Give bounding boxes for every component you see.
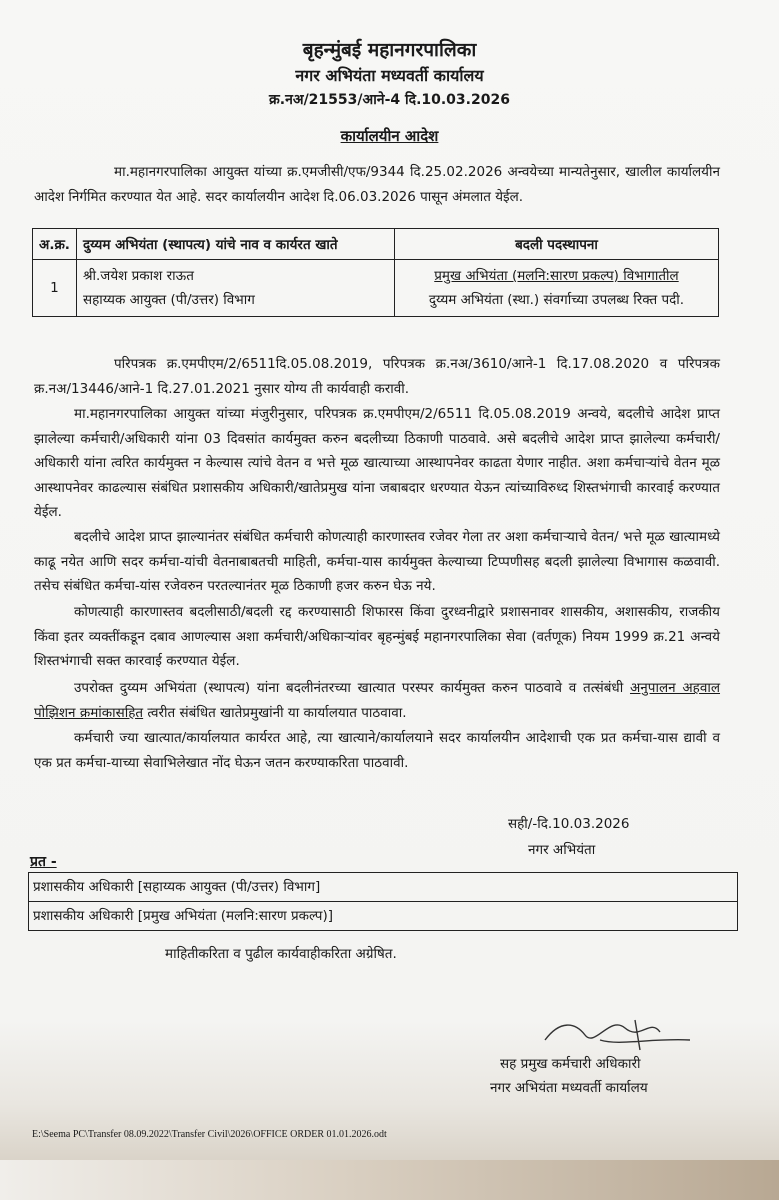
signatory-designation: नगर अभियंता bbox=[528, 842, 596, 858]
copy-recipient: प्रशासकीय अधिकारी [प्रमुख अभियंता (मलनि:सारण प्रकल्प)] bbox=[28, 902, 738, 931]
transfer-table bbox=[32, 228, 719, 317]
handwritten-signature bbox=[540, 1010, 700, 1060]
reference-number: क्र.नअ/21553/आने-4 दि.10.03.2026 bbox=[269, 92, 510, 108]
forwarding-designation: सह प्रमुख कर्मचारी अधिकारी bbox=[500, 1056, 641, 1072]
file-path: E:\Seema PC\Transfer 08.09.2022\Transfer Civil\2026\OFFICE ORDER 01.01.2026.odt bbox=[32, 1129, 387, 1140]
paragraph-6-text: कर्मचारी ज्या खात्यात/कार्यालयात कार्यरत आहे, त्या खात्याने/कार्यालयाने सदर कार्यालयीन आदेशाची एक प्रत कर्मचा-यास द्यावी व एक प्रत कर्मचा-याच्या सेवाभिलेखात नोंद घेऊन जतन करण्याकरिता पाठवावी. bbox=[34, 730, 720, 771]
posting-line1: प्रमुख अभियंता (मलनि:सारण प्रकल्प) विभागातील bbox=[434, 268, 679, 284]
col-posting: बदली पदस्थापना bbox=[394, 229, 718, 260]
paragraph-6 bbox=[34, 726, 720, 775]
forwarding-office: नगर अभियंता मध्यवर्ती कार्यालय bbox=[490, 1080, 648, 1096]
page-edge-shadow bbox=[0, 1160, 779, 1200]
copy-note: माहितीकरिता व पुढील कार्यवाहीकरिता अग्रेषित. bbox=[165, 946, 397, 962]
cell-sr: 1 bbox=[33, 260, 77, 317]
copy-recipients bbox=[28, 872, 738, 931]
paragraph-5 bbox=[34, 676, 720, 725]
paragraph-5-end: त्वरीत संबंधित खातेप्रमुखांनी या कार्यालयात पाठवावा. bbox=[143, 704, 407, 721]
employee-dept: सहाय्यक आयुक्त (पी/उत्तर) विभाग bbox=[82, 292, 255, 308]
paragraph-2 bbox=[34, 402, 720, 525]
col-name: दुय्यम अभियंता (स्थापत्य) यांचे नाव व कार्यरत खाते bbox=[76, 229, 394, 260]
col-sr: अ.क्र. bbox=[33, 229, 77, 260]
org-name: बृहन्मुंबई महानगरपालिका bbox=[302, 39, 477, 61]
intro-text: मा.महानगरपालिका आयुक्त यांच्या क्र.एमजीसी/एफ/9344 दि.25.02.2026 अन्वयेच्या मान्यतेनुसार, खालील कार्यालयीन आदेश निर्गमित करण्यात येत आहे. सदर कार्यालयीन आदेश दि.06.03.2026 पासून अंमलात येईल. bbox=[34, 164, 720, 205]
office-name: नगर अभियंता मध्यवर्ती कार्यालय bbox=[295, 66, 484, 85]
paragraph-4-text: कोणत्याही कारणास्तव बदलीसाठी/बदली रद्द करण्यासाठी शिफारस किंवा दुरध्वनीद्वारे प्रशासनावर शासकीय, अशासकीय, राजकीय किंवा इतर व्यक्तींकडून दबाव आणल्यास अशा कर्मचारी/अधिकाऱ्यांवर बृहन्मुंबई महानगरपालिका सेवा (वर्तणूक) नियम 1999 क्र.21 अन्वये शिस्तभंगाची सक्त कारवाई करण्यात येईल. bbox=[34, 604, 720, 669]
paragraph-2-text: मा.महानगरपालिका आयुक्त यांच्या मंजुरीनुसार, परिपत्रक क्र.एमपीएम/2/6511 दि.05.08.2019 अन्वये, बदलीचे आदेश प्राप्त झालेल्या कर्मचारी/अधिकारी यांना 03 दिवसांत कार्यमुक्त करुन बदलीच्या ठिकाणी पाठवावे. असे बदलीचे आदेश प्राप्त झालेल्या कर्मचारी/अधिकारी यांना त्वरित कार्यमुक्त न केल्यास त्यांचे वेतन व भत्ते मूळ खात्याच्या आस्थापनेवर काढता येणार नाहीत. अशा कर्मचाऱ्यांचे वेतन मूळ आस्थापनेवर काढल्यास संबंधित प्रशासकीय अधिकारी/खातेप्रमुख यांना जबाबदार धरण्यात येऊन त्यांच्याविरुध्द शिस्तभंगाची कारवाई करण्यात येईल. bbox=[34, 406, 720, 520]
paragraph-1 bbox=[34, 352, 720, 401]
copy-recipient: प्रशासकीय अधिकारी [सहाय्यक आयुक्त (पी/उत्तर) विभाग] bbox=[28, 872, 738, 902]
order-heading bbox=[0, 126, 779, 146]
table-header-row bbox=[33, 229, 719, 260]
paragraph-3 bbox=[34, 525, 720, 599]
employee-name: श्री.जयेश प्रकाश राऊत bbox=[82, 268, 194, 284]
paragraph-1-text: परिपत्रक क्र.एमपीएम/2/6511दि.05.08.2019, परिपत्रक क्र.नअ/3610/आने-1 दि.17.08.2020 व परिपत्रक क्र.नअ/13446/आने-1 दि.27.01.2021 नुसार योग्य ती कार्यवाही करावी. bbox=[34, 356, 720, 397]
posting-line2: दुय्यम अभियंता (स्था.) संवर्गाच्या उपलब्ध रिक्त पदी. bbox=[428, 292, 685, 308]
paragraph-5-underlined: अनुपालन अहवाल पोझिशन क्रमांकासहित bbox=[34, 680, 721, 721]
order-heading-text: कार्यालयीन आदेश bbox=[340, 127, 439, 145]
intro-paragraph bbox=[34, 160, 720, 209]
cell-name-dept bbox=[76, 260, 394, 317]
table-row bbox=[33, 260, 719, 317]
cell-posting bbox=[394, 260, 718, 317]
signed-date: सही/-दि.10.03.2026 bbox=[508, 816, 630, 832]
copy-label: प्रत - bbox=[30, 854, 57, 870]
paragraph-3-text: बदलीचे आदेश प्राप्त झाल्यानंतर संबंधित कर्मचारी कोणत्याही कारणास्तव रजेवर गेला तर अशा कर्मचाऱ्याचे वेतन/ भत्ते मूळ खात्यामध्ये काढू नयेत आणि सदर कर्मचा-यांची वेतनाबाबतची माहिती, कर्मचा-यास कार्यमुक्त केल्याच्या टिप्पणीसह बदली झालेल्या विभागास कळवावी. तसेच संबंधित कर्मचा-यांस रजेवरुन परतल्यानंतर मूळ ठिकाणी हजर करुन घेऊ नये. bbox=[34, 529, 720, 594]
paragraph-5-start: उपरोक्त दुय्यम अभियंता (स्थापत्य) यांना बदलीनंतरच्या खात्यात परस्पर कार्यमुक्त करुन पाठवावे व तत्संबंधी bbox=[74, 680, 630, 696]
paragraph-4 bbox=[34, 600, 720, 674]
